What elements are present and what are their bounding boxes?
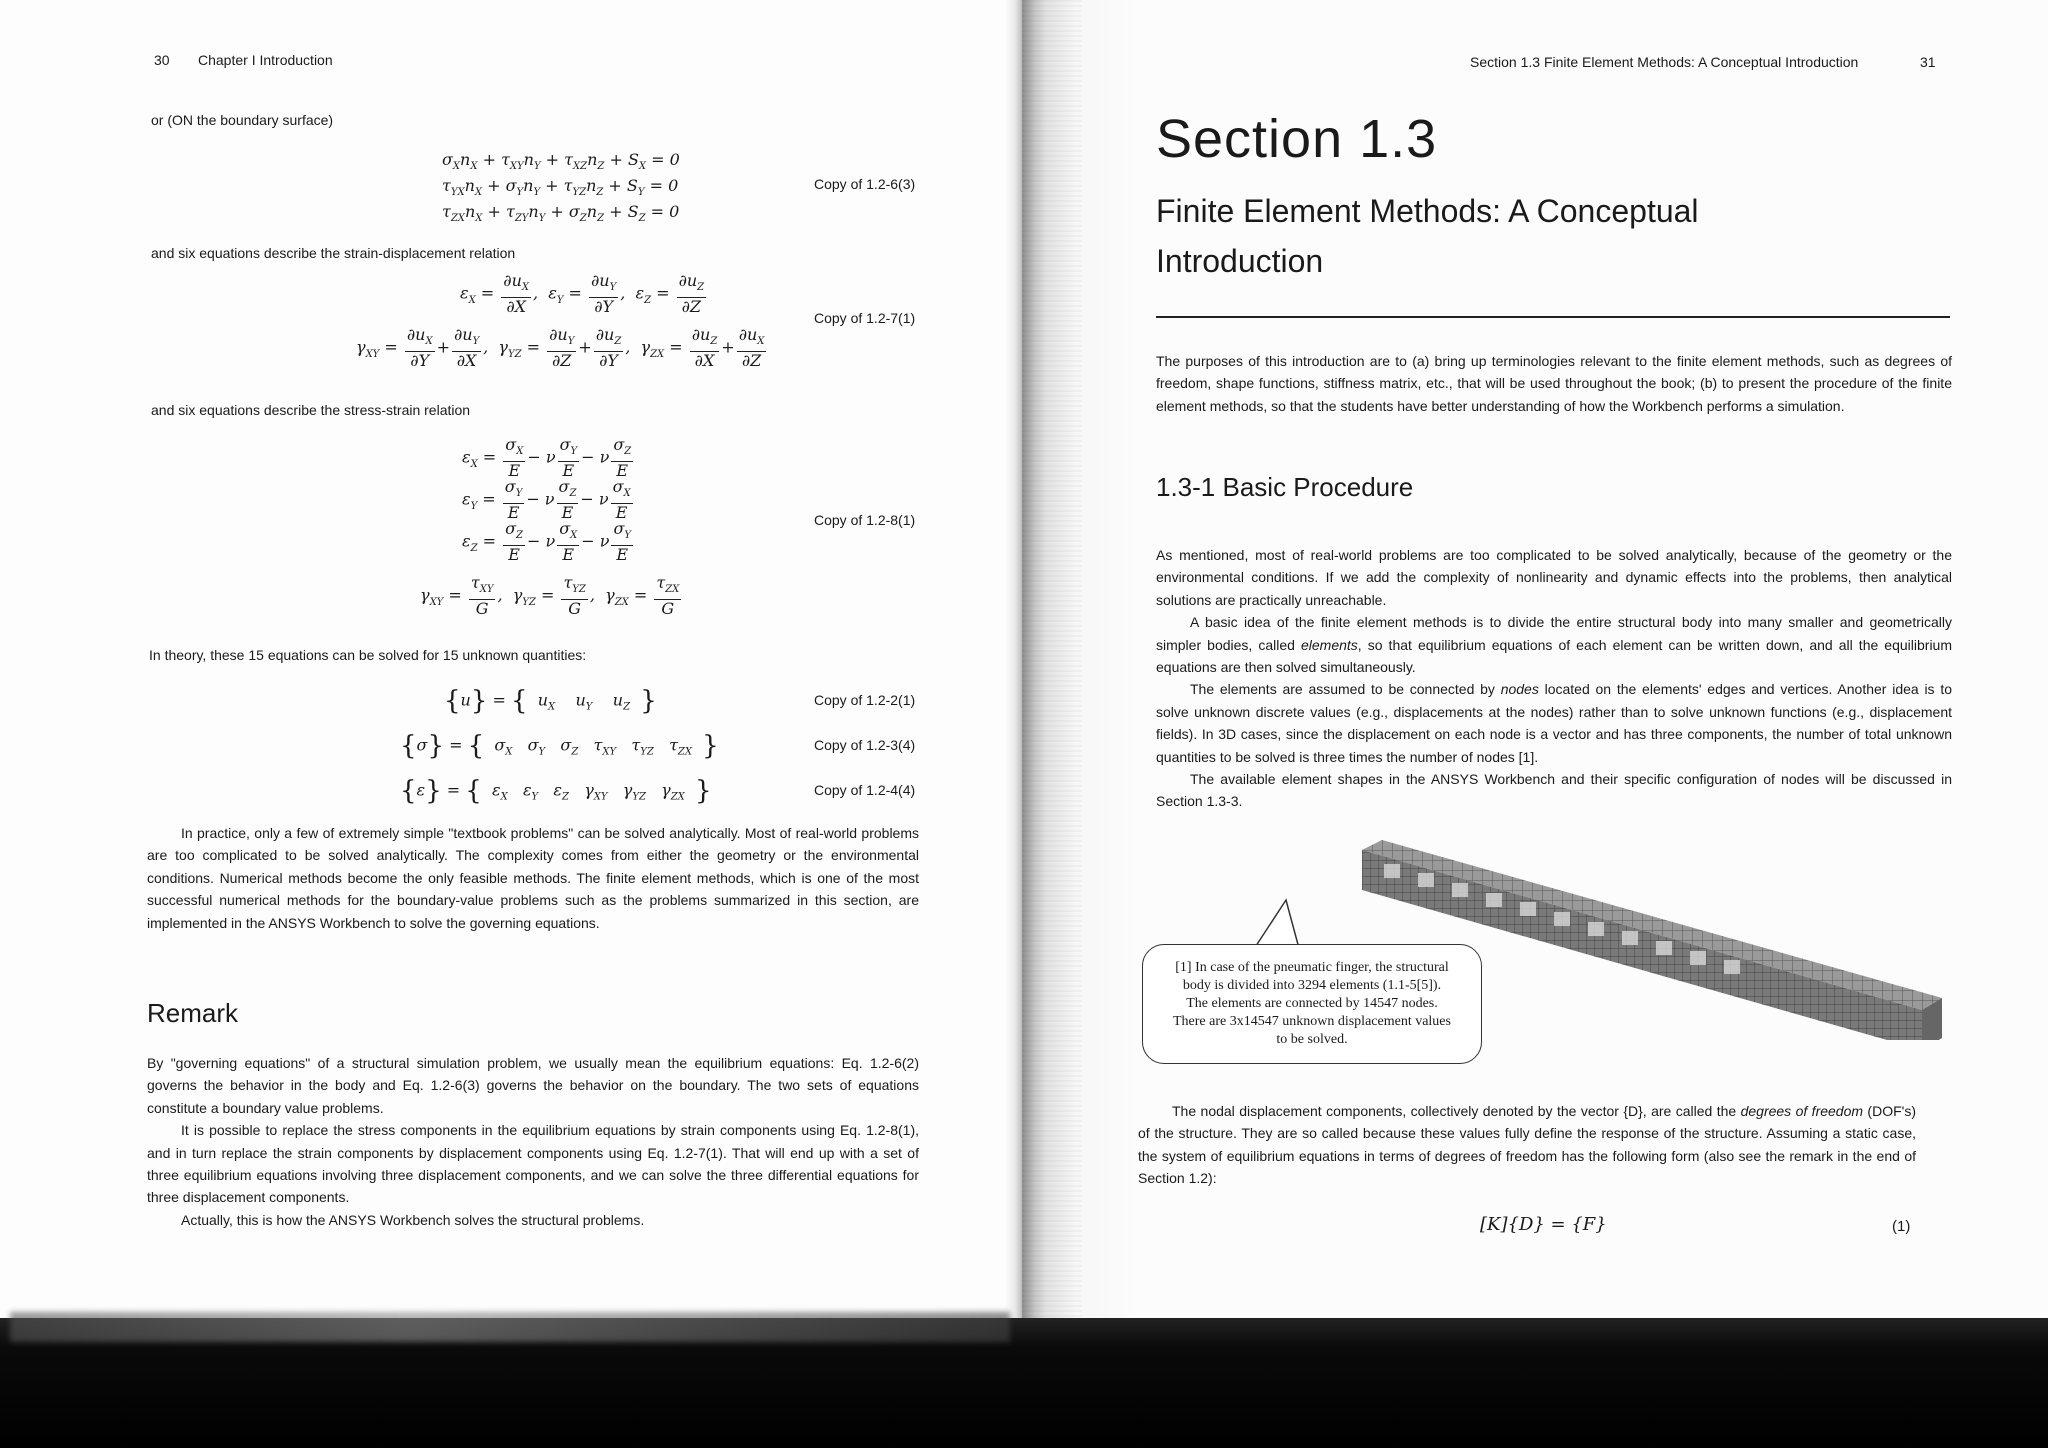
copy-label-1-2-4-4: Copy of 1.2-4(4) [814,782,916,798]
stress-strain-intro: and six equations describe the stress-strain relation [151,402,471,418]
remark-heading: Remark [147,998,239,1028]
eq-unknown-epsilon: {ε} = { $\varepsilon_X$ $\varepsilon_Y$ $\varepsilon_Z$ $\gamma_{XY}$ $\gamma_{YZ}$ $\gamma_{ZX}$ } [400,776,712,806]
remark-body [147,1052,919,1231]
bp-p1: As mentioned, most of real-world problems are too complicated to be solved analytically, because of the geometry or the environmental conditions. If we add the complexity of nonlinearity and dynamic effects into the problems, then analytical solutions are practically unreachable. [1156,547,1952,608]
callout-line-3: The elements are connected by 14547 nodes. [1186,996,1438,1011]
eq-stress-strain-shear: $\gamma_{XY}$ = $\frac{\tau_{XY}}{G}$ , $\gamma_{YZ}$ = $\frac{\tau_{YZ}}{G}$ , $\gamma_{ZX}$ = $\frac{\tau_{ZX}}{G}$ [420,573,680,619]
bp-p2-a: A basic idea of the finite element methods is to divide the entire structural body into many smaller and geometrically simpler bodies, called [1156,614,1952,653]
running-head-left: Chapter I Introduction [198,52,333,68]
nodal-p-b: (DOF's) of the structure. They are so called because these values fully define the response of the structure. Assuming a static case, the system of equilibrium equations in terms of degrees of freedom has the following form (also see the remark in the end of Section 1.2): [1138,1103,1916,1187]
eq-stress-strain-x: $\varepsilon_X$ = $\frac{\sigma_X}{E}$ − ν $\frac{\sigma_Y}{E}$ − ν $\frac{\sigma_Z}{E}$ [462,435,632,481]
copy-label-1-2-8-1: Copy of 1.2-8(1) [814,512,916,528]
nodal-p-a: The nodal displacement components, collectively denoted by the vector {D}, are called the [1172,1103,1741,1119]
left-page [0,0,1022,1362]
bp-p2-b: , so that equilibrium equations of each element can be written down, and all the equilibrium equations are then solved simultaneously. [1156,636,1953,676]
callout-line-1: [1] In case of the pneumatic finger, the structural [1175,960,1449,975]
eq-unknown-sigma: {σ} = { $\sigma_X$ $\sigma_Y$ $\sigma_Z$ $\tau_{XY}$ $\tau_{YZ}$ $\tau_{ZX}$ } [400,731,719,761]
remark-p2: It is possible to replace the stress components in the equilibrium equations by strain components using Eq. 1.2-8(1), and in turn replace the strain components by displacement components using Eq. 1.2-7(1). That will end up with a set of three equilibrium equations involving three displacement components, and we can solve the three differential equations for three displacement components. [147,1122,919,1206]
final-equation-number: (1) [1892,1218,1911,1235]
callout-box [1142,944,1482,1064]
section-title: Section 1.3 [1156,109,1438,169]
eq-strain-normal: $\varepsilon_X$ = $\frac{\partial u_X}{\partial X}$ , $\varepsilon_Y$ = $\frac{\partial u_Y}{\partial Y}$ , $\varepsilon_Z$ = $\frac{\partial u_Z}{\partial Z}$ [460,271,705,317]
eq-boundary-1: $\sigma_Xn_X + \tau_{XY}n_Y + \tau_{XZ}n_Z + S_X = 0$ [442,150,680,173]
strain-disp-intro: and six equations describe the strain-displacement relation [151,245,516,261]
nodal-paragraph [1138,1100,1916,1190]
practice-paragraph [147,822,919,934]
eq-boundary-3: $\tau_{ZX}n_X + \tau_{ZY}n_Y + \sigma_Zn_Z + S_Z = 0$ [442,202,680,225]
page-number-right: 31 [1920,54,1936,70]
book-spine-shadow [1005,0,1045,1362]
theory-line: In theory, these 15 equations can be solved for 15 unknown quantities: [149,647,587,663]
final-equation: [K]{D} = {F} [1480,1214,1607,1235]
practice-paragraph-text: In practice, only a few of extremely simple "textbook problems" can be solved analytically. Most of real-world problems are too complicated to be solved analytically. The complexity comes from either the geometry or the environmental conditions. Numerical methods become the only feasible methods. The finite element methods, which is one of the most successful numerical methods for the boundary-value problems such as the problems summarized in this section, are implemented in the ANSYS Workbench to solve the governing equations. [147,825,919,931]
eq-stress-strain-z: $\varepsilon_Z$ = $\frac{\sigma_Z}{E}$ − ν $\frac{\sigma_X}{E}$ − ν $\frac{\sigma_Y}{E}$ [462,519,632,565]
bp-p3-a: The elements are assumed to be connected by [1190,681,1501,698]
callout-line-5: to be solved. [1276,1032,1348,1047]
scan-band-highlight [10,1312,1010,1342]
running-head-right: Section 1.3 Finite Element Methods: A Conceptual Introduction [1470,54,1859,70]
copy-label-1-2-2-1: Copy of 1.2-2(1) [814,692,916,708]
eq-boundary-2: $\tau_{YX}n_X + \sigma_Yn_Y + \tau_{YZ}n_Z + S_Y = 0$ [442,176,679,199]
eq-stress-strain-y: $\varepsilon_Y$ = $\frac{\sigma_Y}{E}$ − ν $\frac{\sigma_Z}{E}$ − ν $\frac{\sigma_X}{E}$ [462,477,631,523]
copy-label-1-2-7-1: Copy of 1.2-7(1) [814,310,916,326]
bp-p3-em: nodes [1500,681,1539,698]
nodal-p-em: degrees of freedom [1740,1103,1864,1119]
section-subtitle-line1: Finite Element Methods: A Conceptual [1156,193,1699,229]
copy-label-1-2-3-4: Copy of 1.2-3(4) [814,737,916,753]
section-subtitle-line2: Introduction [1156,243,1324,279]
bp-p2-em: elements [1300,636,1358,653]
page-number-left: 30 [154,52,170,68]
remark-p3: Actually, this is how the ANSYS Workbench solves the structural problems. [181,1211,645,1228]
eq-strain-shear: $\gamma_{XY}$ = $\frac{\partial u_X}{\partial Y}$ + $\frac{\partial u_Y}{\partial X}$ , $\gamma_{YZ}$ = $\frac{\partial u_Y}{\partial Z}$ + $\frac{\partial u_Z}{\partial Y}$ , $\gamma_{ZX}$ = $\frac{\partial u_Z}{\partial X}$ + $\frac{\partial u_X}{\partial Z}$ [356,325,765,371]
callout-line-2: body is divided into 3294 elements (1.1-5[5]). [1182,978,1442,993]
intro-line: or (ON the boundary surface) [151,112,334,128]
subsection-heading: 1.3-1 Basic Procedure [1156,472,1414,502]
nodal-p [1138,1100,1916,1190]
eq-unknown-u: {u} = { $u_X$ $u_Y$ $u_Z$ } [444,686,657,716]
bp-p3-b: located on the elements' edges and vertices. Another idea is to solve unknown discrete values (e.g., displacements at the nodes) rather than to solve unknown functions (e.g., displacement fields). In 3D cases, since the displacement on each node is a vector and has three components, the number of total unknown quantities to be solved is three times the number of nodes [1]. [1156,681,1952,765]
copy-label-1-2-6-3: Copy of 1.2-6(3) [814,176,916,192]
purpose-paragraph: The purposes of this introduction are to (a) bring up terminologies relevant to the finite element methods, such as degrees of freedom, shape functions, stiffness matrix, etc., that will be used throughout the book; (b) to present the procedure of the finite element methods, so that the students have better understanding of how the Workbench performs a simulation. [1156,353,1952,414]
bp-p4: The available element shapes in the ANSYS Workbench and their specific configuration of nodes will be discussed in Section 1.3-3. [1156,771,1952,810]
callout-line-4: There are 3x14547 unknown displacement values [1173,1014,1451,1029]
remark-p1: By "governing equations" of a structural simulation problem, we usually mean the equilibrium equations: Eq. 1.2-6(2) governs the behavior in the body and Eq. 1.2-6(3) governs the behavior on the boundary. The two sets of equations constitute a boundary value problems. [147,1055,919,1116]
